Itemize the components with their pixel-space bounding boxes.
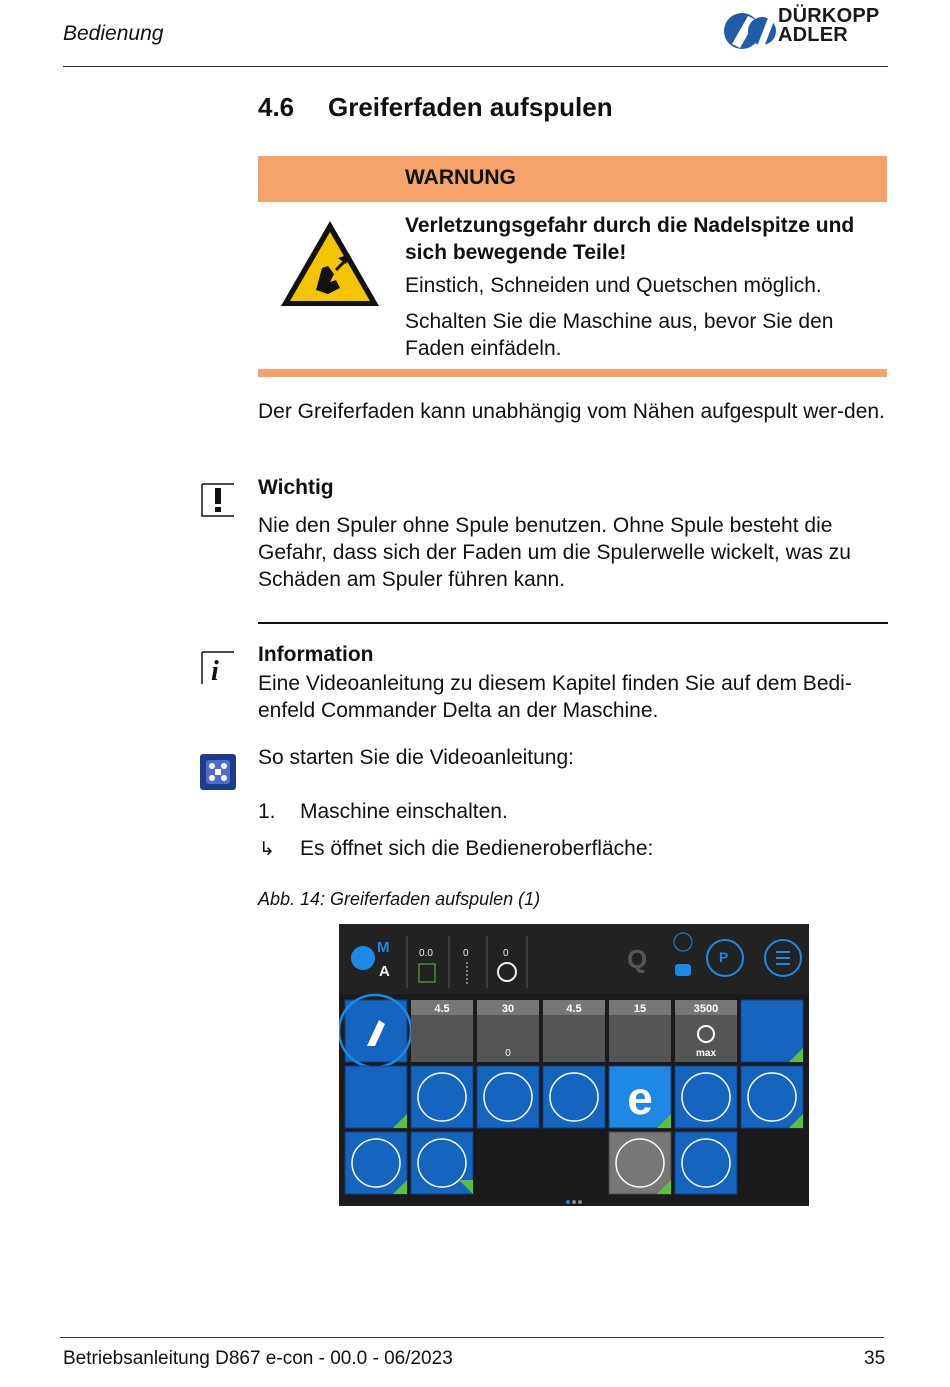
important-icon <box>200 482 236 518</box>
step-number: 1. <box>258 800 276 823</box>
important-title: Wichtig <box>258 476 334 499</box>
warning-bar <box>258 156 887 202</box>
tile-thread-tension <box>741 1000 803 1062</box>
param-sub-2: 0 <box>505 1048 511 1059</box>
warning-label: WARNUNG <box>405 166 516 189</box>
warning-text-2: Schalten Sie die Maschine aus, bevor Sie den Faden einfädeln. <box>405 310 834 360</box>
warning-text-1: Einstich, Schneiden und Quetschen möglich. <box>405 274 822 297</box>
param-tiles <box>411 1000 737 1062</box>
param-value-3: 4.5 <box>566 1003 582 1015</box>
info-icon <box>200 650 236 686</box>
start-instruction: So starten Sie die Videoanleitung: <box>258 746 575 769</box>
tile-row2-3 <box>477 1066 539 1128</box>
info-text: Eine Videoanleitung zu diesem Kapitel finden Sie auf dem Bedi-enfeld Commander Delta an der Maschine. <box>258 672 852 722</box>
page-number: 35 <box>864 1348 886 1369</box>
mode-m: M <box>377 939 390 956</box>
commander-screen <box>339 924 809 1206</box>
tile-row2-1 <box>345 1066 407 1128</box>
intro-text: Der Greiferfaden kann unabhängig vom Nähen aufgespult wer-den. <box>258 400 885 423</box>
status-value-1: 0.0 <box>419 948 433 959</box>
brand-line-2: ADLER <box>778 24 848 46</box>
page-indicator <box>566 1200 582 1204</box>
mode-dial-icon <box>351 946 375 970</box>
param-value-1: 4.5 <box>434 1003 450 1015</box>
mail-icon <box>675 964 691 976</box>
header-title: Bedienung <box>63 22 164 45</box>
e-app-label: e <box>627 1072 653 1124</box>
tile-row3-machine <box>609 1132 671 1194</box>
footer-document-title: Betriebsanleitung D867 e-con - 00.0 - 06/2023 <box>63 1348 453 1369</box>
hand-injury-warning-icon <box>278 218 382 310</box>
tile-row3-needle <box>675 1132 737 1194</box>
header-rule <box>63 66 888 67</box>
status-value-2: 0 <box>463 948 469 959</box>
step-text: Maschine einschalten. <box>300 800 508 823</box>
important-text: Nie den Spuler ohne Spule benutzen. Ohne Spule besteht die Gefahr, dass sich der Faden um die Spulerwelle wickelt, was zu Schäden am Spuler führen kann. <box>258 514 851 591</box>
footer-rule <box>60 1337 884 1338</box>
brand-name <box>778 7 879 45</box>
q-icon: Q <box>627 944 648 974</box>
section-title: Greiferfaden aufspulen <box>328 92 613 122</box>
tile-row2-4 <box>543 1066 605 1128</box>
param-value-4: 15 <box>633 1003 647 1015</box>
warning-bottom-bar <box>258 369 887 377</box>
mode-a: A <box>379 963 390 980</box>
tile-row2-6 <box>675 1066 737 1128</box>
tile-row2-7 <box>741 1066 803 1128</box>
param-value-5: 3500 <box>693 1003 719 1015</box>
figure-caption: Abb. 14: Greiferfaden aufspulen (1) <box>258 889 541 909</box>
param-sub-5: max <box>695 1048 717 1059</box>
important-rule <box>258 622 888 624</box>
tile-row3-1 <box>345 1132 407 1194</box>
result-arrow-icon: ↳ <box>259 839 275 860</box>
program-label: P <box>719 949 729 965</box>
info-title: Information <box>258 643 374 666</box>
param-value-2: 30 <box>501 1003 515 1015</box>
brand-line-1: DÜRKOPP <box>778 5 880 27</box>
warning-headline: Verletzungsgefahr durch die Nadelspitze und sich bewegende Teile! <box>405 214 855 264</box>
status-value-3: 0 <box>503 948 509 959</box>
result-text: Es öffnet sich die Bedieneroberfläche: <box>300 837 654 860</box>
tile-row2-2 <box>411 1066 473 1128</box>
svg-text:i: i <box>211 656 219 686</box>
section-number: 4.6 <box>258 92 295 122</box>
commander-video-icon <box>200 754 236 790</box>
